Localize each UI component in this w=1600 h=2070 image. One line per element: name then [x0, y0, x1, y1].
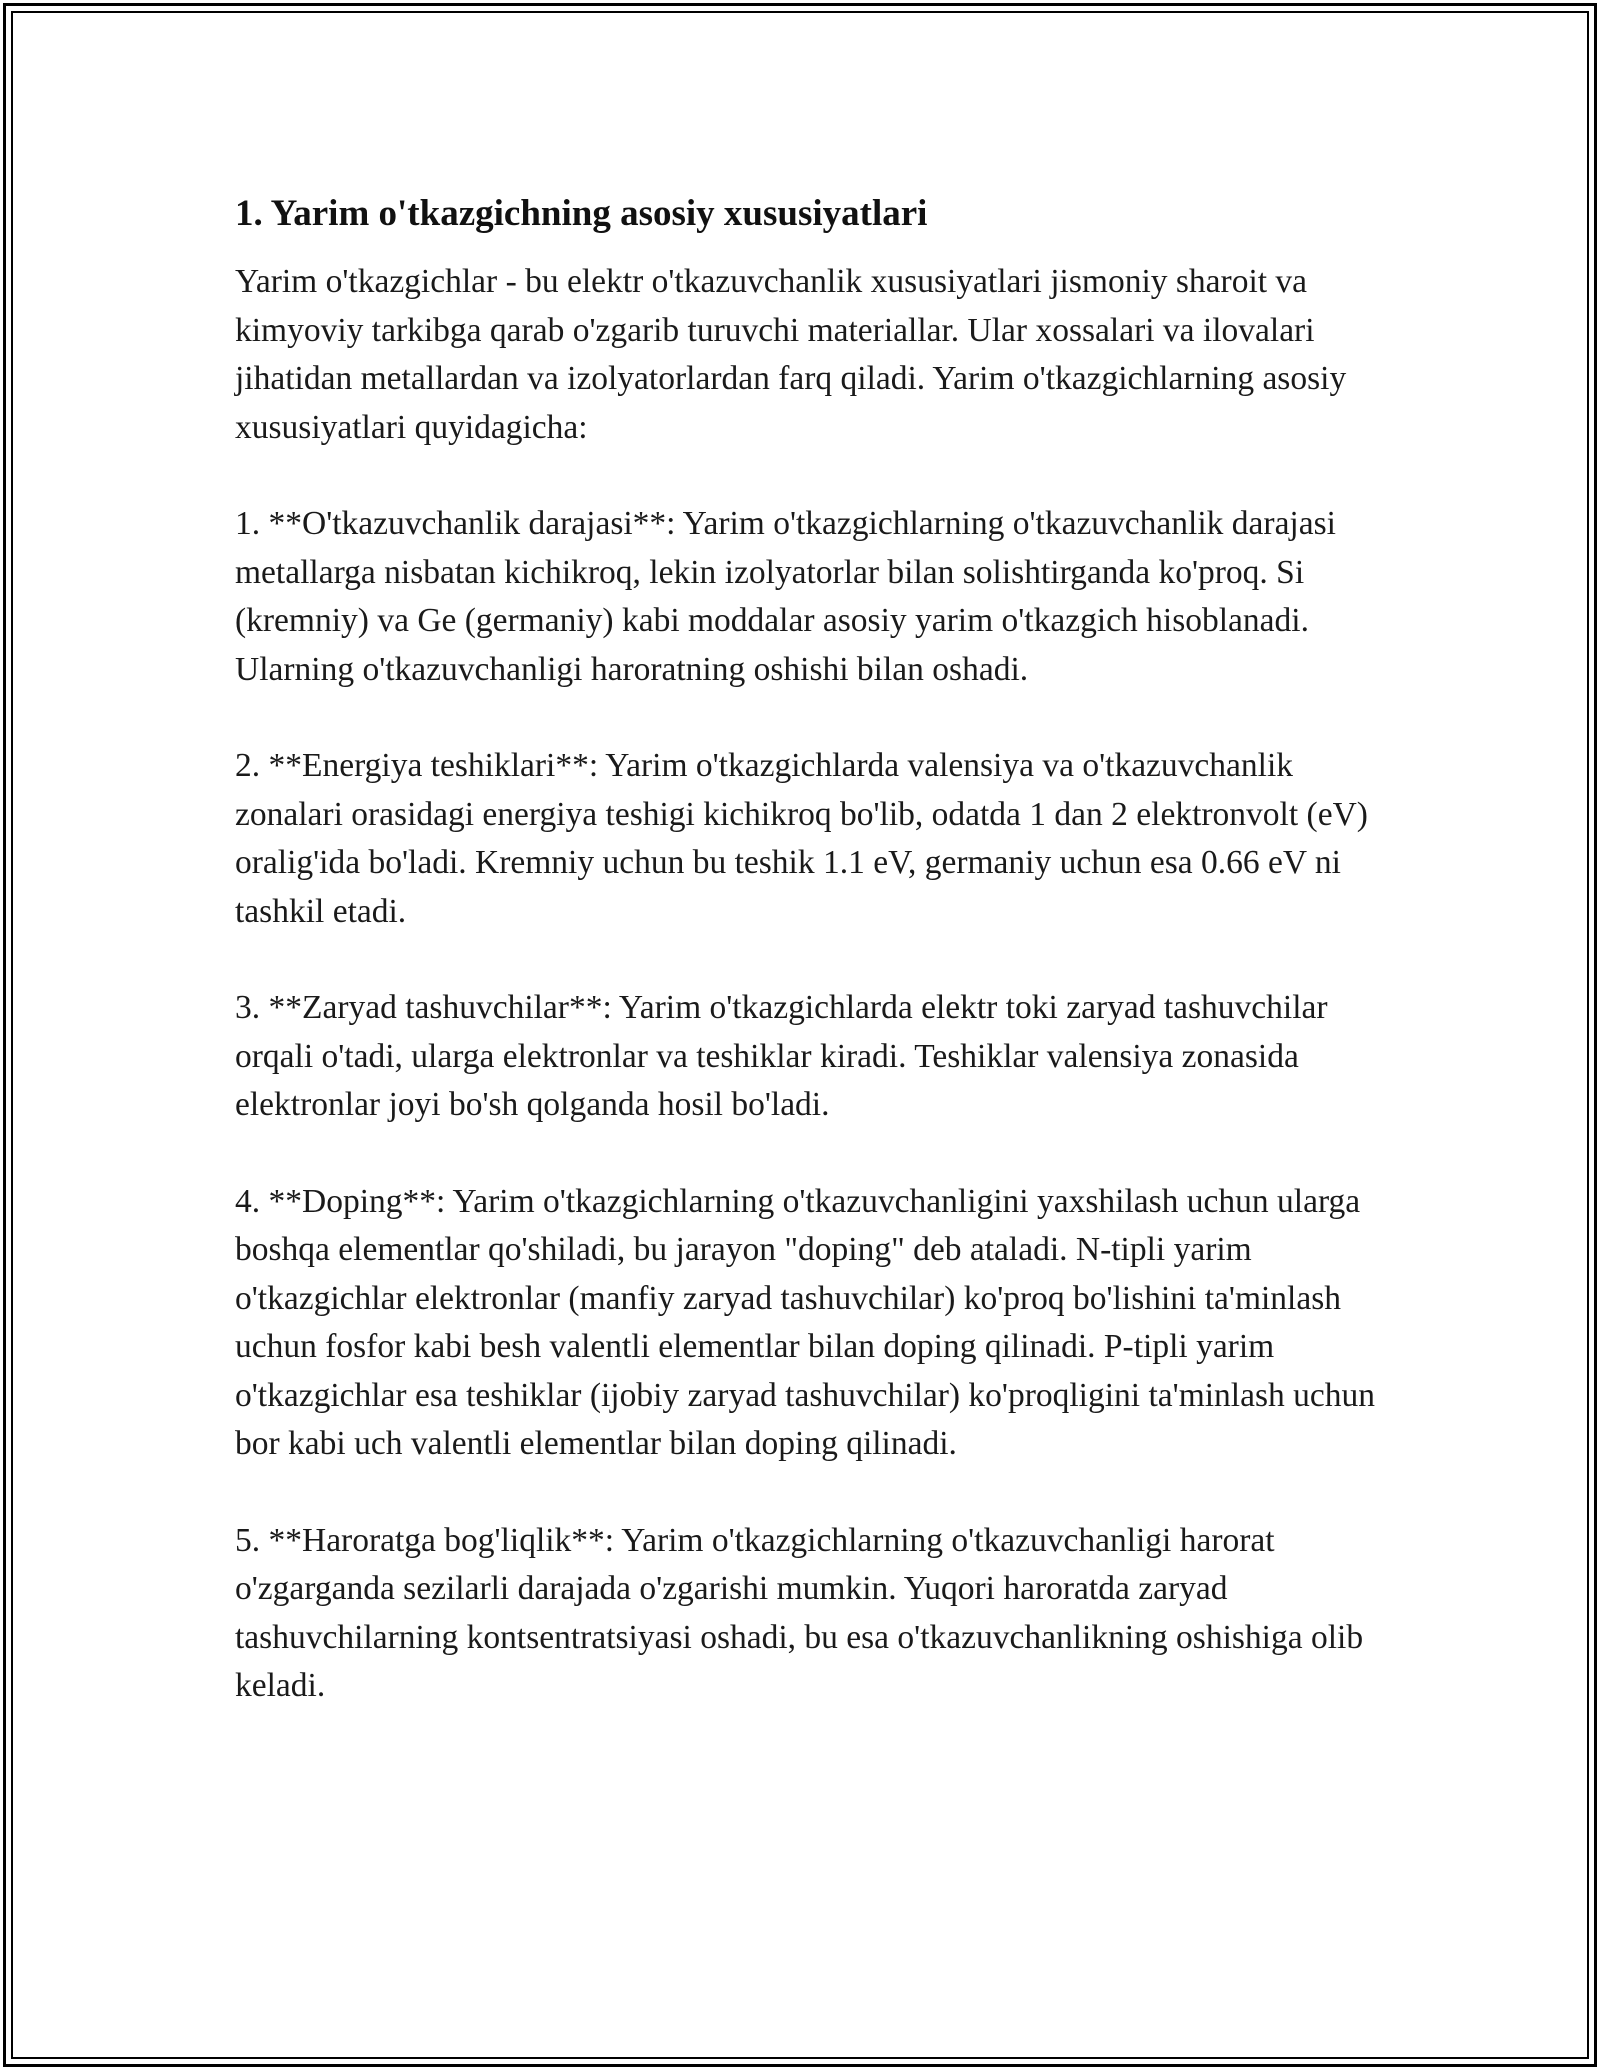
- list-item-conductivity-level: 1. **O'tkazuvchanlik darajasi**: Yarim o'tkazgichlarning o'tkazuvchanlik darajasi metallarga nisbatan kichikroq, lekin izolyatorlar bilan solishtirganda ko'proq. Si (kremniy) va Ge (germaniy) kabi moddalar asosiy yarim o'tkazgich hisoblanadi. Ularning o'tkazuvchanligi haroratning oshishi bilan oshadi.: [235, 505, 1336, 688]
- document-body: [235, 190, 1375, 1759]
- list-item-temperature-dependence: 5. **Haroratga bog'liqlik**: Yarim o'tkazgichlarning o'tkazuvchanligi harorat o'zgarganda sezilarli darajada o'zgarishi mumkin. Yuqori haroratda zaryad tashuvchilarning kontsentratsiyasi oshadi, bu esa o'tkazuvchanlikning oshishiga olib keladi.: [235, 1521, 1364, 1704]
- list-item-energy-gap: 2. **Energiya teshiklari**: Yarim o'tkazgichlarda valensiya va o'tkazuvchanlik zonalari orasidagi energiya teshigi kichikroq bo'lib, odatda 1 dan 2 elektronvolt (eV) oralig'ida bo'ladi. Kremniy uchun bu teshik 1.1 eV, germaniy uchun esa 0.66 eV ni tashkil etadi.: [235, 747, 1368, 930]
- section-title: 1. Yarim o'tkazgichning asosiy xususiyatlari: [235, 193, 928, 234]
- list-item-doping: 4. **Doping**: Yarim o'tkazgichlarning o'tkazuvchanligini yaxshilash uchun ularga boshqa elementlar qo'shiladi, bu jarayon "doping" deb ataladi. N-tipli yarim o'tkazgichlar elektronlar (manfiy zaryad tashuvchilar) ko'proq bo'lishini ta'minlash uchun fosfor kabi besh valentli elementlar bilan doping qilinadi. P-tipli yarim o'tkazgichlar esa teshiklar (ijobiy zaryad tashuvchilar) ko'proqligini ta'minlash uchun bor kabi uch valentli elementlar bilan doping qilinadi.: [235, 1182, 1376, 1462]
- list-item-charge-carriers: 3. **Zaryad tashuvchilar**: Yarim o'tkazgichlarda elektr toki zaryad tashuvchilar orqali o'tadi, ularga elektronlar va teshiklar kiradi. Teshiklar valensiya zonasida elektronlar joyi bo'sh qolganda hosil bo'ladi.: [235, 989, 1328, 1123]
- intro-paragraph: Yarim o'tkazgichlar - bu elektr o'tkazuvchanlik xususiyatlari jismoniy sharoit va kimyoviy tarkibga qarab o'zgarib turuvchi materiallar. Ular xossalari va ilovalari jihatidan metallardan va izolyatorlardan farq qiladi. Yarim o'tkazgichlarning asosiy xususiyatlari quyidagicha:: [235, 263, 1347, 446]
